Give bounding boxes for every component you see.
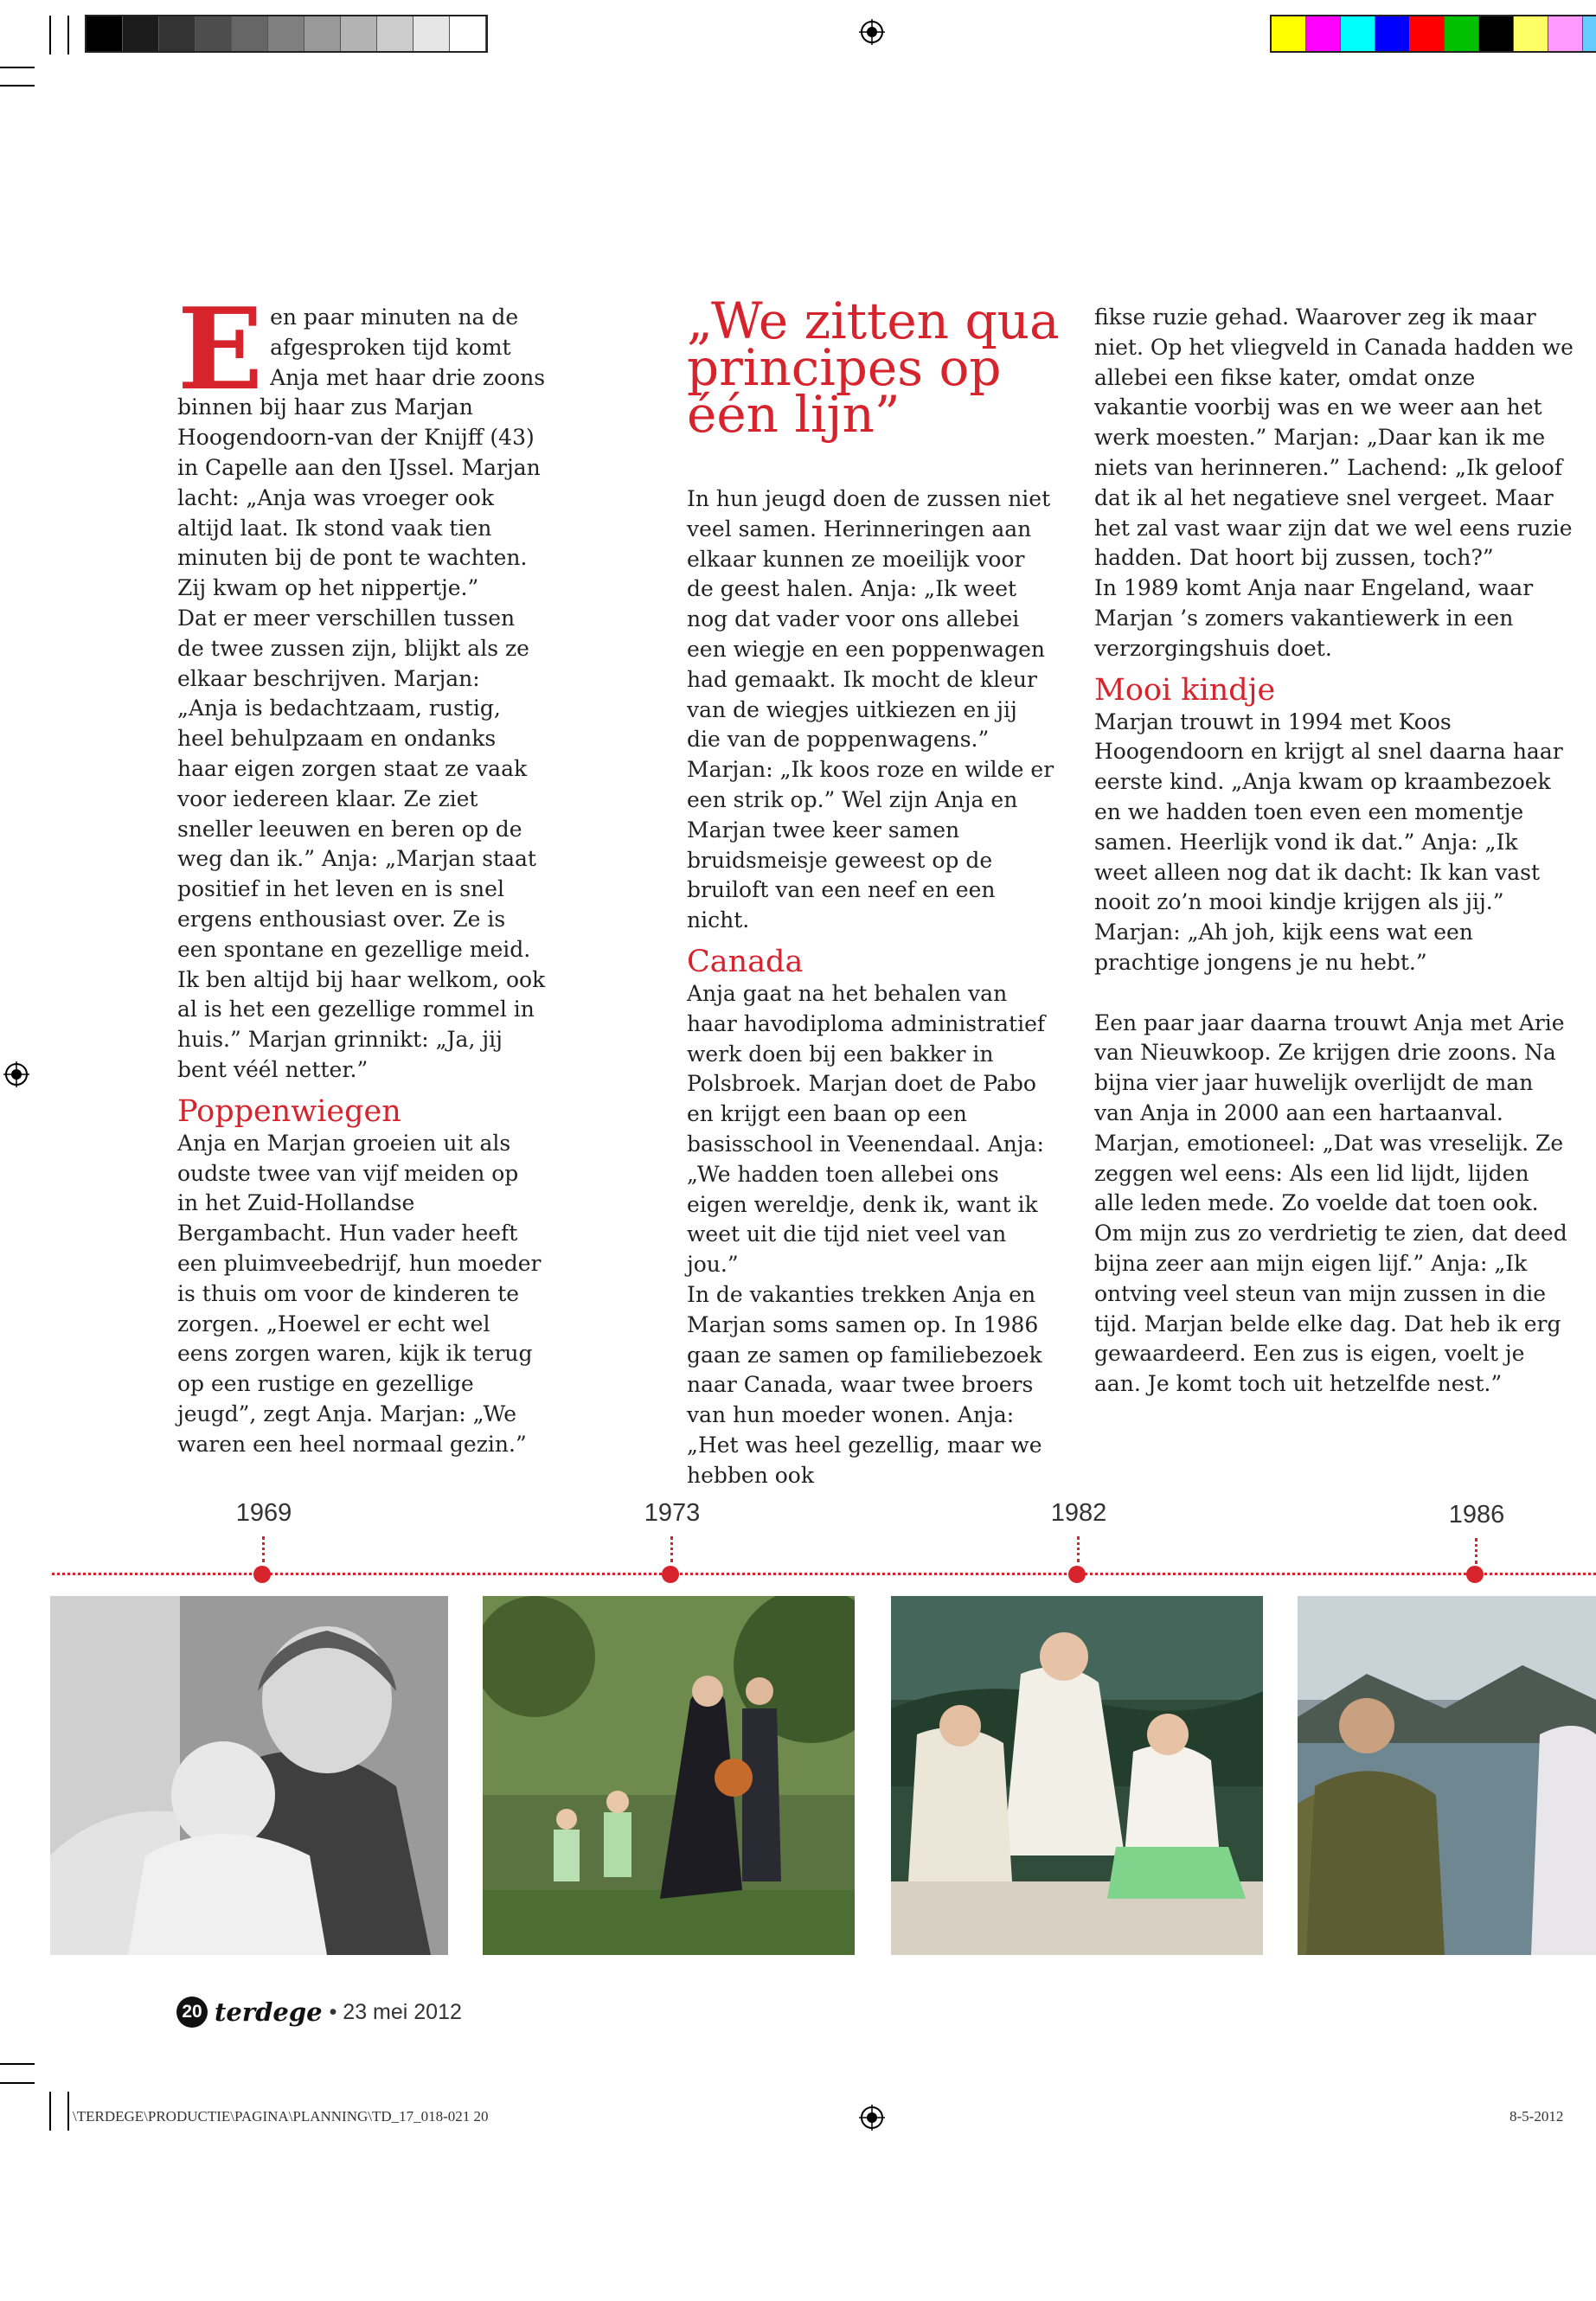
- page-folio: [176, 1997, 462, 2028]
- timeline-dot: [1466, 1566, 1484, 1583]
- timeline-year: 1969: [235, 1499, 292, 1527]
- article-column-2: [687, 484, 1055, 1491]
- magazine-brand: terdege: [215, 1997, 323, 2027]
- timeline-tick: [1475, 1538, 1477, 1564]
- timeline-tick: [262, 1536, 265, 1562]
- timeline-year: 1986: [1448, 1501, 1505, 1529]
- paragraph: Dat er meer verschillen tussen de twee zussen zijn, blijkt als ze elkaar beschrijven. Marjan: „Anja is bedachtzaam, rustig, heel behulpzaam en ondanks haar eigen zorgen staat ze vaak voor iedereen klaar. Ze ziet sneller leeuwen en beren op de weg dan ik.” Anja: „Marjan staat positief in het leven en is snel ergens enthousiast over. Ze is een spontane en gezellige meid. Ik ben altijd bij haar welkom, ook al is het een gezellige rommel in huis.” Marjan grinnikt: „Ja, jij bent véél netter.”: [177, 605, 546, 1082]
- crop-mark: [49, 2092, 51, 2131]
- photo-1982: [891, 1596, 1263, 1955]
- photo-1969: [50, 1596, 448, 1955]
- timeline-dot: [253, 1566, 271, 1583]
- grayscale-color-bar: [85, 15, 488, 53]
- timeline-year: 1982: [1050, 1499, 1107, 1527]
- registration-mark-icon: [3, 1061, 29, 1087]
- timeline-tick: [670, 1536, 673, 1562]
- registration-mark-icon: [859, 19, 885, 45]
- paragraph: Marjan trouwt in 1994 met Koos Hoogendoorn en krijgt al snel daarna haar eerste kind. „Anja kwam op kraambezoek en we hadden toen even een momentje samen. Heerlijk vond ik dat.” Anja: „Ik weet alleen nog dat ik dacht: Ik kan vast nooit zo’n mooi kindje krijgen als jij.” Marjan: „Ah joh, kijk eens wat een prachtige jongens je nu hebt.”: [1094, 708, 1563, 975]
- process-color-bar: [1270, 15, 1596, 53]
- photo-1986: [1298, 1596, 1596, 1955]
- crop-mark: [67, 2092, 69, 2131]
- timeline-dot: [1068, 1566, 1086, 1583]
- section-heading-canada: Canada: [687, 944, 804, 979]
- paragraph: fikse ruzie gehad. Waarover zeg ik maar niet. Op het vliegveld in Canada hadden we allebei een fikse kater, omdat onze vakantie voorbij was en we weer aan het werk moesten.” Marjan: „Daar kan ik me niets van herinneren.” Lachend: „Ik geloof dat ik al het negatieve snel vergeet. Maar het zal vast waar zijn dat we wel eens ruzie hadden. Dat hoort bij zussen, toch?”: [1094, 304, 1574, 571]
- crop-mark: [67, 16, 69, 54]
- pull-quote: „We zitten qua principes op één lijn”: [687, 292, 1060, 444]
- issue-date: • 23 mei 2012: [329, 1999, 462, 2024]
- paragraph: Een paar jaar daarna trouwt Anja met Arie van Nieuwkoop. Ze krijgen drie zoons. Na bijna vier jaar huwelijk overlijdt de man van Anja in 2000 aan een hartaanval. Marjan, emotioneel: „Dat was vreselijk. Ze zeggen wel eens: Als een lid lijdt, lijden alle leden mede. Zo voelde dat toen ook. Om mijn zus zo verdrietig te zien, dat deed bijna zeer aan mijn eigen lijf.” Anja: „Ik ontving veel steun van mijn zussen in die tijd. Marjan belde elke dag. Dat heb ik erg gewaardeerd. Een zus is eigen, voelt je aan. Je komt toch uit hetzelfde nest.”: [1094, 1009, 1567, 1397]
- paragraph: Anja en Marjan groeien uit als oudste twee van vijf meiden op in het Zuid-Hollandse Bergambacht. Hun vader heeft een pluimveebedrijf, hun moeder is thuis om voor de kinderen te zorgen. „Hoewel er echt wel eens zorgen waren, kijk ik terug op een rustige en gezellige jeugd”, zegt Anja. Marjan: „We waren een heel normaal gezin.”: [177, 1130, 542, 1457]
- drop-cap: E: [177, 283, 264, 415]
- registration-mark-icon: [859, 2105, 885, 2131]
- crop-mark: [0, 2082, 35, 2084]
- timeline-tick: [1077, 1536, 1080, 1562]
- article-column-1: [177, 283, 546, 1459]
- crop-mark: [0, 2063, 35, 2065]
- paragraph: In de vakanties trekken Anja en Marjan soms samen op. In 1986 gaan ze samen op familiebezoek naar Canada, waar twee broers van hun moeder wonen. Anja: „Het was heel gezellig, maar we hebben ook: [687, 1281, 1042, 1488]
- intro-paragraph: en paar minuten na de afgesproken tijd komt Anja met haar drie zoons binnen bij haar zus Marjan Hoogendoorn-van der Knijff (43) in Capelle aan den IJssel. Marjan lacht: „Anja was vroeger ook altijd laat. Ik stond vaak tien minuten bij de pont te wachten. Zij kwam op het nippertje.”: [177, 304, 546, 601]
- print-slug-date: 8-5-2012: [1509, 2108, 1564, 2125]
- page-number: 20: [176, 1997, 208, 2028]
- section-heading-poppenwiegen: Poppenwiegen: [177, 1093, 401, 1129]
- paragraph: Anja gaat na het behalen van haar havodiploma administratief werk doen bij een bakker in Polsbroek. Marjan doet de Pabo en krijgt een baan op een basisschool in Veenendaal. Anja: „We hadden toen allebei ons eigen wereldje, denk ik, want ik weet uit die tijd niet veel van jou.”: [687, 980, 1046, 1278]
- paragraph: In 1989 komt Anja naar Engeland, waar Marjan ’s zomers vakantiewerk in een verzorgingshuis doet.: [1094, 575, 1534, 661]
- print-slug-path: \TERDEGE\PRODUCTIE\PAGINA\PLANNING\TD_17_018-021 20: [73, 2108, 489, 2125]
- crop-mark: [0, 85, 35, 87]
- crop-mark: [0, 67, 35, 68]
- paragraph: In hun jeugd doen de zussen niet veel samen. Herinneringen aan elkaar kunnen ze moeilijk voor de geest halen. Anja: „Ik weet nog dat vader voor ons allebei een wiegje en een poppenwagen had gemaakt. Ik mocht de kleur van de wiegjes uitkiezen en jij die van de poppenwagens.” Marjan: „Ik koos roze en wilde er een strik op.” Wel zijn Anja en Marjan twee keer samen bruidsmeisje geweest op de bruiloft van een neef en een nicht.: [687, 486, 1054, 933]
- timeline-dot: [662, 1566, 679, 1583]
- timeline-line: [52, 1573, 1596, 1575]
- timeline-year: 1973: [644, 1499, 701, 1527]
- photo-1973: [483, 1596, 855, 1955]
- article-column-3: [1094, 303, 1575, 1400]
- section-heading-mooi-kindje: Mooi kindje: [1094, 672, 1276, 708]
- crop-mark: [49, 16, 51, 54]
